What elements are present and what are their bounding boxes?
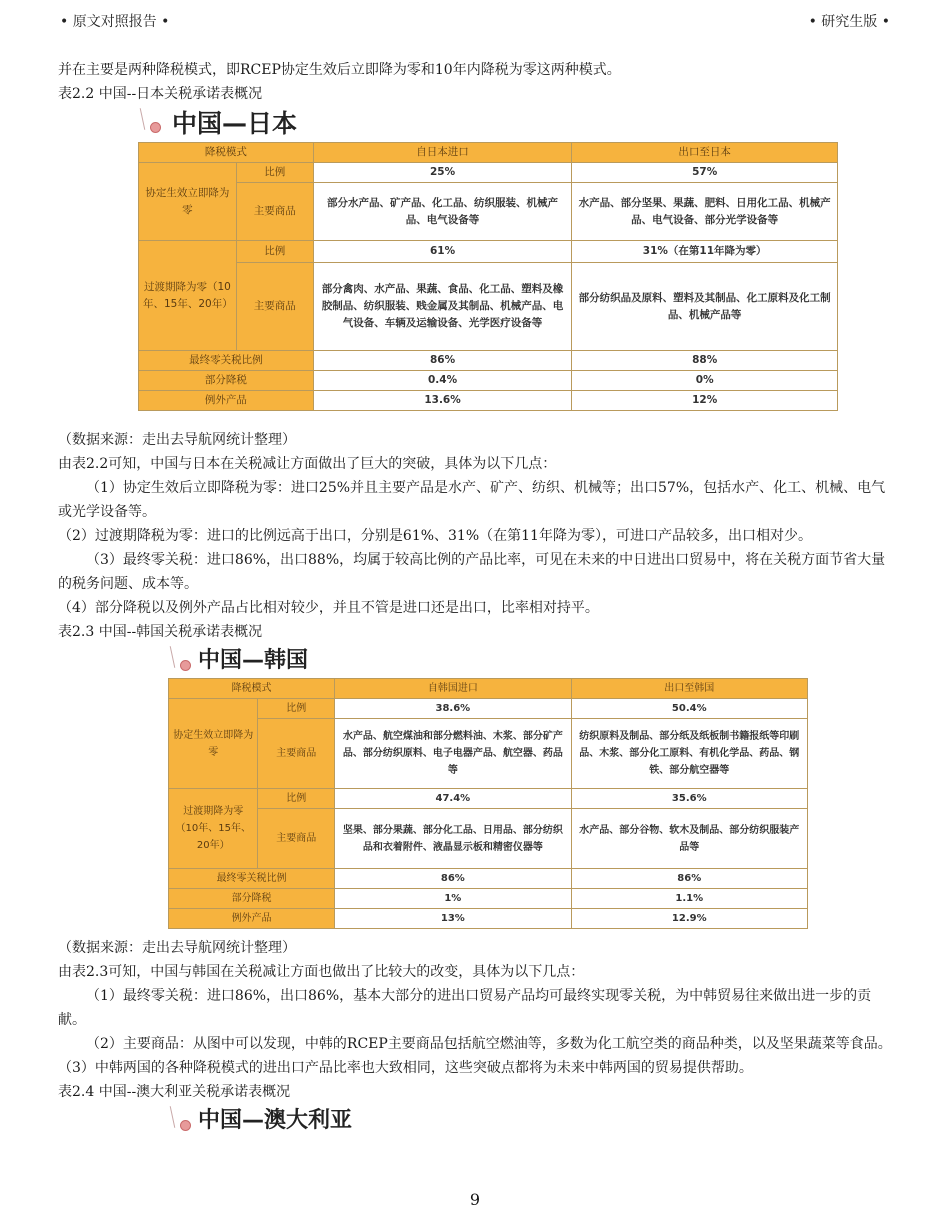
main-content (58, 58, 892, 1138)
cell-value: 0.4% (313, 371, 572, 391)
cell-value: 水产品、航空煤油和部分燃料油、木浆、部分矿产品、部分纺织原料、电子电器产品、航空器、药品等 (335, 719, 571, 789)
cell-value: 1.1% (571, 889, 807, 909)
label-goods: 主要商品 (236, 263, 313, 351)
label-ratio: 比例 (236, 241, 313, 263)
cell-value: 纺织原料及制品、部分纸及纸板制书籍报纸等印刷品、木浆、部分化工原料、有机化学品、药品、钢铁、部分航空器等 (571, 719, 807, 789)
cell-value: 坚果、部分果蔬、部分化工品、日用品、部分纺织品和衣着附件、液晶显示板和精密仪器等 (335, 809, 571, 869)
table-caption: 表2.4 中国--澳大利亚关税承诺表概况 (58, 1084, 291, 1100)
label-exception: 例外产品 (169, 909, 335, 929)
paragraph: （3）最终零关税：进口86%，出口88%，均属于较高比例的产品比率，可见在未来的中日进出口贸易中，将在关税方面节省大量的税务问题、成本等。 (58, 552, 886, 592)
paragraph: （2）主要商品：从图中可以发现，中韩的RCEP主要商品包括航空燃油等，多数为化工航空类的商品种类，以及坚果蔬菜等食品。 (86, 1036, 892, 1052)
header-export: 出口至日本 (572, 143, 838, 163)
data-source: （数据来源：走出去导航网统计整理） (58, 940, 296, 956)
page-number: 9 (469, 1190, 481, 1209)
cell-value: 部分水产品、矿产品、化工品、纺织服装、机械产品、电气设备等 (313, 183, 572, 241)
cell-value: 12.9% (571, 909, 807, 929)
label-partial: 部分降税 (139, 371, 314, 391)
korea-tariff-table (168, 678, 808, 929)
group-transition: 过渡期降为零（10年、15年、20年） (169, 789, 258, 869)
paragraph: （1）最终零关税：进口86%，出口86%，基本大部分的进出口贸易产品均可最终实现零关税，为中韩贸易往来做出进一步的贡献。 (58, 988, 872, 1028)
table-caption: 表2.3 中国--韩国关税承诺表概况 (58, 624, 263, 640)
data-source: （数据来源：走出去导航网统计整理） (58, 432, 296, 448)
figure-title: 中国—韩国 (198, 648, 309, 673)
cell-value: 47.4% (335, 789, 571, 809)
paragraph: （1）协定生效后立即降税为零：进口25%并且主要产品是水产、矿产、纺织、机械等；出口57%，包括水产、化工、机械、电气或光学设备等。 (58, 480, 886, 520)
label-partial: 部分降税 (169, 889, 335, 909)
group-transition: 过渡期降为零（10年、15年、20年） (139, 241, 237, 351)
pin-icon (168, 646, 194, 678)
cell-value: 部分纺织品及原料、塑料及其制品、化工原料及化工制品、机械产品等 (572, 263, 838, 351)
header-right: • 研究生版 • (808, 14, 890, 30)
label-goods: 主要商品 (236, 183, 313, 241)
cell-value: 水产品、部分坚果、果蔬、肥料、日用化工品、机械产品、电气设备、部分光学设备等 (572, 183, 838, 241)
cell-value: 86% (571, 869, 807, 889)
australia-tariff-figure (168, 1104, 468, 1138)
header-mode: 降税模式 (139, 143, 314, 163)
paragraph: （4）部分降税以及例外产品占比相对较少，并且不管是进口还是出口，比率相对持平。 (58, 600, 599, 616)
japan-tariff-figure (138, 106, 838, 428)
cell-value: 13% (335, 909, 571, 929)
label-ratio: 比例 (258, 699, 335, 719)
figure-title: 中国—澳大利亚 (198, 1108, 353, 1133)
cell-value: 水产品、部分谷物、软木及制品、部分纺织服装产品等 (571, 809, 807, 869)
figure-title: 中国—日本 (172, 109, 298, 138)
group-immediate: 协定生效立即降为零 (139, 163, 237, 241)
paragraph: 由表2.2可知，中国与日本在关税减让方面做出了巨大的突破，具体为以下几点： (58, 456, 557, 472)
pin-icon (138, 108, 164, 140)
cell-value: 12% (572, 391, 838, 411)
label-ratio: 比例 (236, 163, 313, 183)
paragraph: 并在主要是两种降税模式，即RCEP协定生效后立即降为零和10年内降税为零这两种模式。 (58, 62, 621, 78)
header-mode: 降税模式 (169, 679, 335, 699)
cell-value: 25% (313, 163, 572, 183)
cell-value: 部分禽肉、水产品、果蔬、食品、化工品、塑料及橡胶制品、纺织服装、贱金属及其制品、机械产品、电气设备、车辆及运输设备、光学医疗设备等 (313, 263, 572, 351)
table-caption: 表2.2 中国--日本关税承诺表概况 (58, 86, 263, 102)
cell-value: 35.6% (571, 789, 807, 809)
cell-value: 38.6% (335, 699, 571, 719)
label-final-zero: 最终零关税比例 (169, 869, 335, 889)
pin-icon (168, 1106, 194, 1138)
paragraph: （3）中韩两国的各种降税模式的进出口产品比率也大致相同，这些突破点都将为未来中韩两国的贸易提供帮助。 (58, 1060, 753, 1076)
paragraph: 由表2.3可知，中国与韩国在关税减让方面也做出了比较大的改变，具体为以下几点： (58, 964, 585, 980)
cell-value: 86% (335, 869, 571, 889)
paragraph: （2）过渡期降税为零：进口的比例远高于出口，分别是61%、31%（在第11年降为零），可进口产品较多，出口相对少。 (58, 528, 812, 544)
label-goods: 主要商品 (258, 719, 335, 789)
cell-value: 1% (335, 889, 571, 909)
cell-value: 88% (572, 351, 838, 371)
header-import: 自韩国进口 (335, 679, 571, 699)
header-import: 自日本进口 (313, 143, 572, 163)
header-left: • 原文对照报告 • (60, 14, 170, 30)
label-final-zero: 最终零关税比例 (139, 351, 314, 371)
label-exception: 例外产品 (139, 391, 314, 411)
cell-value: 31%（在第11年降为零） (572, 241, 838, 263)
cell-value: 13.6% (313, 391, 572, 411)
label-goods: 主要商品 (258, 809, 335, 869)
cell-value: 57% (572, 163, 838, 183)
korea-tariff-figure (168, 644, 808, 936)
cell-value: 50.4% (571, 699, 807, 719)
cell-value: 61% (313, 241, 572, 263)
header-export: 出口至韩国 (571, 679, 807, 699)
japan-tariff-table (138, 142, 838, 411)
label-ratio: 比例 (258, 789, 335, 809)
cell-value: 0% (572, 371, 838, 391)
group-immediate: 协定生效立即降为零 (169, 699, 258, 789)
cell-value: 86% (313, 351, 572, 371)
